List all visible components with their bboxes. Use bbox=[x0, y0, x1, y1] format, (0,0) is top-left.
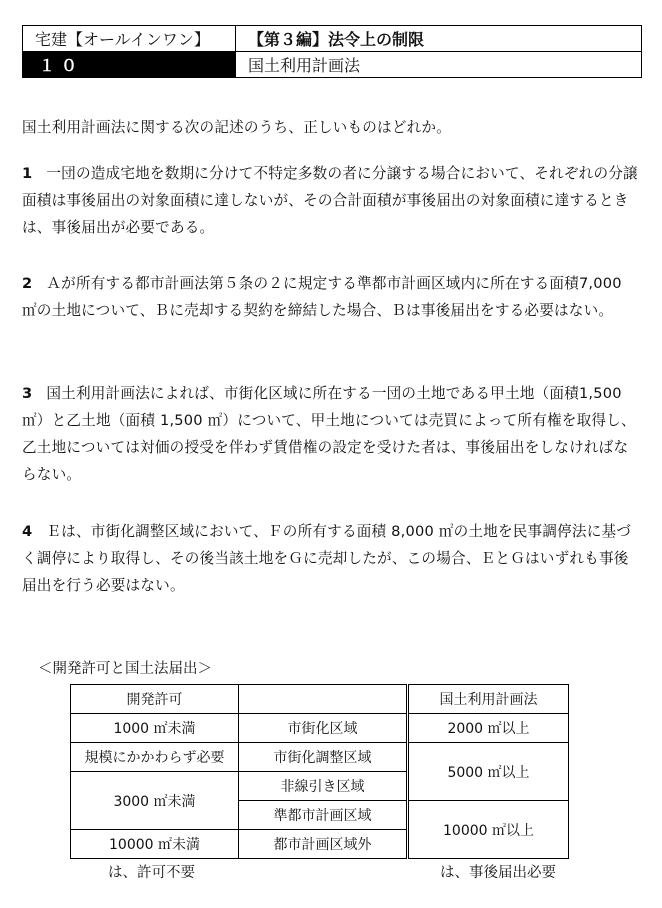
zone-cell: 非線引き区域 bbox=[239, 772, 407, 801]
table-row bbox=[71, 714, 569, 743]
option-number: 3 bbox=[22, 385, 33, 402]
header-chapter: 【第３編】法令上の制限 bbox=[235, 26, 641, 51]
header-category: 宅建【オールインワン】 bbox=[35, 30, 210, 49]
law-cell: 10000 ㎡以上 bbox=[409, 801, 569, 859]
summary-table-wrap bbox=[70, 684, 569, 859]
option-text: Ｅは、市街化調整区域において、Ｆの所有する面積 8,000 ㎡の土地を民事調停法に基づく調停により取得し、その後当該土地をＧに売却したが、この場合、ＥとＧはいずれも事後届出を行う必要はない。 bbox=[22, 523, 632, 594]
header-permit: 開発許可 bbox=[71, 685, 239, 714]
question-text: 国土利用計画法に関する次の記述のうち、正しいものはどれか。 bbox=[22, 119, 452, 136]
option-4 bbox=[22, 518, 640, 599]
header-row-bottom bbox=[23, 51, 641, 77]
option-3 bbox=[22, 380, 640, 488]
zone-cell: 都市計画区域外 bbox=[239, 830, 407, 859]
option-number: 4 bbox=[22, 523, 33, 540]
option-text: 一団の造成宅地を数期に分けて不特定多数の者に分譲する場合において、それぞれの分譲面積は事後届出の対象面積に達しないが、その合計面積が事後届出の対象面積に達するときは、事後届出が必要である。 bbox=[22, 165, 638, 236]
option-1 bbox=[22, 160, 640, 241]
zone-cell: 準都市計画区域 bbox=[239, 801, 407, 830]
option-number: 2 bbox=[22, 275, 33, 292]
summary-table bbox=[70, 684, 569, 859]
footer-permit: は、許可不要 bbox=[108, 865, 195, 881]
header-row-top bbox=[23, 26, 641, 51]
permit-cell: 規模にかかわらず必要 bbox=[71, 743, 239, 772]
table-row bbox=[71, 743, 569, 772]
header-law: 国土利用計画法 bbox=[409, 685, 569, 714]
header-number: １０ bbox=[23, 52, 235, 77]
permit-cell: 3000 ㎡未満 bbox=[71, 772, 239, 830]
permit-cell: 10000 ㎡未満 bbox=[71, 830, 239, 859]
table-row bbox=[71, 685, 569, 714]
zone-cell: 市街化区域 bbox=[239, 714, 407, 743]
law-cell: 5000 ㎡以上 bbox=[409, 743, 569, 801]
permit-cell: 1000 ㎡未満 bbox=[71, 714, 239, 743]
header-topic: 国土利用計画法 bbox=[235, 52, 641, 77]
option-text: 国土利用計画法によれば、市街化区域に所在する一団の土地である甲土地（面積1,500 ㎡）と乙土地（面積 1,500 ㎡）について、甲土地については売買によって所有権を取得し、乙土地については対価の授受を伴わず賃借権の設定を受けた者は、事後届出をしなければならない。 bbox=[22, 385, 636, 483]
table-gap bbox=[407, 772, 409, 801]
footer-law: は、事後届出必要 bbox=[440, 865, 556, 881]
zone-cell: 市街化調整区域 bbox=[239, 743, 407, 772]
table-gap bbox=[407, 830, 409, 859]
option-number: 1 bbox=[22, 165, 33, 182]
header-zone bbox=[239, 685, 407, 714]
law-cell: 2000 ㎡以上 bbox=[409, 714, 569, 743]
option-2 bbox=[22, 270, 640, 324]
header-table bbox=[22, 25, 642, 78]
option-text: Ａが所有する都市計画法第５条の２に規定する準都市計画区域内に所在する面積7,000 ㎡の土地について、Ｂに売却する契約を締結した場合、Ｂは事後届出をする必要はない。 bbox=[22, 275, 622, 319]
table-title: ＜開発許可と国土法届出＞ bbox=[38, 661, 212, 677]
